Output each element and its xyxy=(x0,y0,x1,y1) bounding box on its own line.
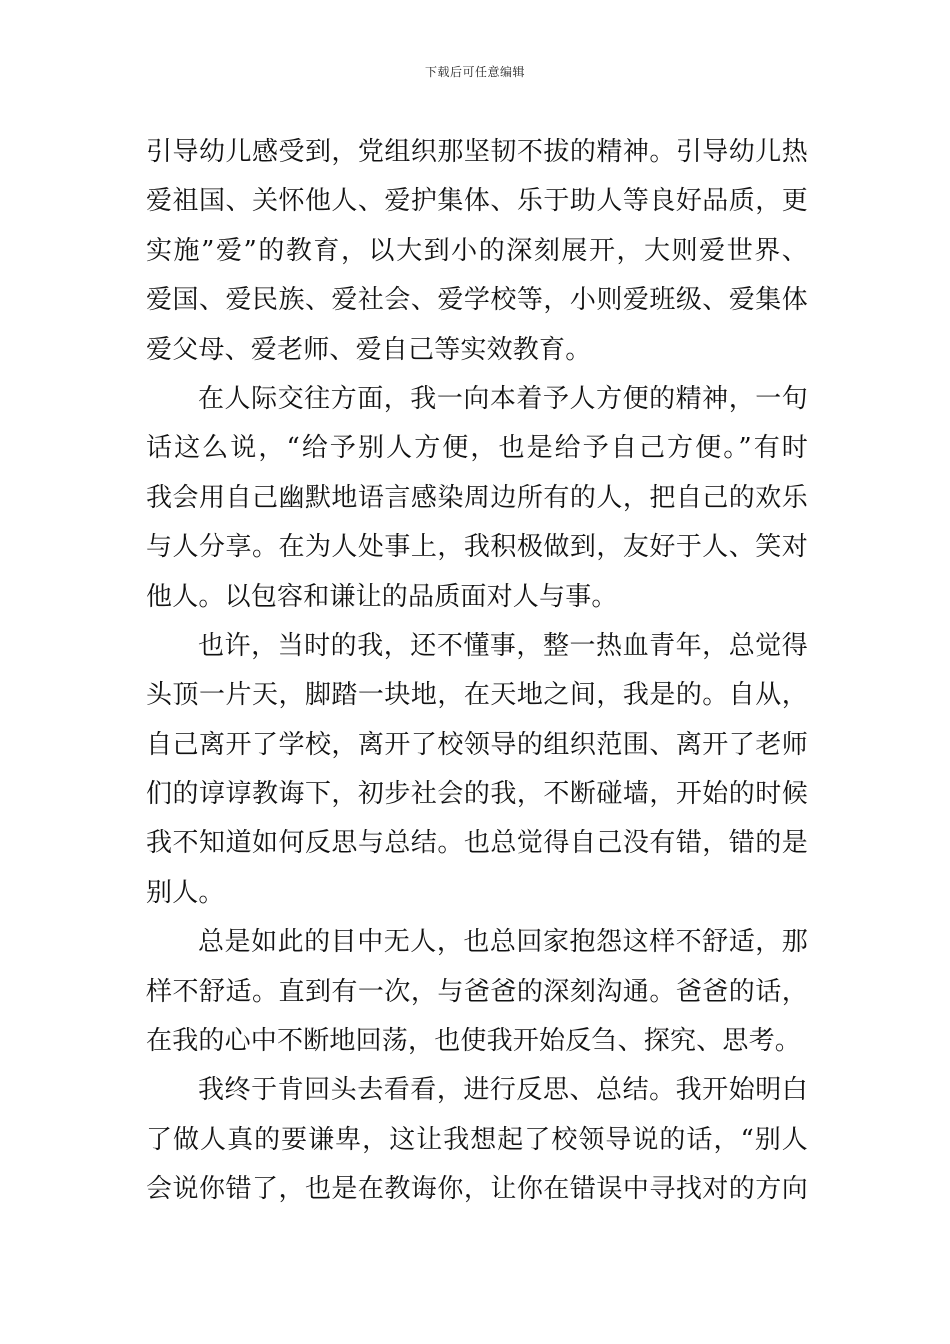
page-header: 下载后可任意编辑 xyxy=(424,65,525,79)
text-line: 引导幼儿感受到，党组织那坚韧不拔的精神。引导幼儿热 xyxy=(146,137,808,167)
text-line: 别人。 xyxy=(146,877,225,908)
text-line: 爱国、爱民族、爱社会、爱学校等，小则爱班级、爱集体 xyxy=(146,285,808,316)
text-line: 们的谆谆教诲下，初步社会的我，不断碰墙，开始的时候 xyxy=(146,779,808,810)
text-line: 话这么说，“给予别人方便，也是给予自己方便。”有时 xyxy=(146,433,808,464)
text-line: 与人分享。在为人处事上，我积极做到，友好于人、笑对 xyxy=(146,532,808,563)
text-line: 我不知道如何反思与总结。也总觉得自己没有错，错的是 xyxy=(146,828,808,859)
text-line: 会说你错了，也是在教诲你，让你在错误中寻找对的方向 xyxy=(146,1174,808,1205)
text-line: 实施”爱”的教育，以大到小的深刻展开，大则爱世界、 xyxy=(146,235,808,266)
text-line: 我会用自己幽默地语言感染周边所有的人，把自己的欢乐 xyxy=(146,482,808,513)
text-line: 样不舒适。直到有一次，与爸爸的深刻沟通。爸爸的话， xyxy=(146,976,808,1007)
text-line: 了做人真的要谦卑，这让我想起了校领导说的话，“别人 xyxy=(146,1124,808,1155)
text-line: 他人。以包容和谦让的品质面对人与事。 xyxy=(146,581,618,612)
text-line: 头顶一片天，脚踏一块地，在天地之间，我是的。自从， xyxy=(146,680,808,711)
text-line: 自己离开了学校，离开了校领导的组织范围、离开了老师 xyxy=(146,729,808,760)
text-line: 爱祖国、关怀他人、爱护集体、乐于助人等良好品质，更 xyxy=(146,186,808,217)
text-line: 爱父母、爱老师、爱自己等实效教育。 xyxy=(146,334,592,365)
paragraph-first-line: 总是如此的目中无人，也总回家抱怨这样不舒适，那 xyxy=(198,927,808,958)
body-text xyxy=(146,128,808,1215)
paragraph-first-line: 也许，当时的我，还不懂事，整一热血青年，总觉得 xyxy=(198,630,808,661)
paragraph-first-line: 我终于肯回头去看看，进行反思、总结。我开始明白 xyxy=(198,1075,808,1106)
paragraph-first-line: 在人际交往方面，我一向本着予人方便的精神，一句 xyxy=(198,383,808,414)
text-line: 在我的心中不断地回荡，也使我开始反刍、探究、思考。 xyxy=(146,1026,802,1057)
